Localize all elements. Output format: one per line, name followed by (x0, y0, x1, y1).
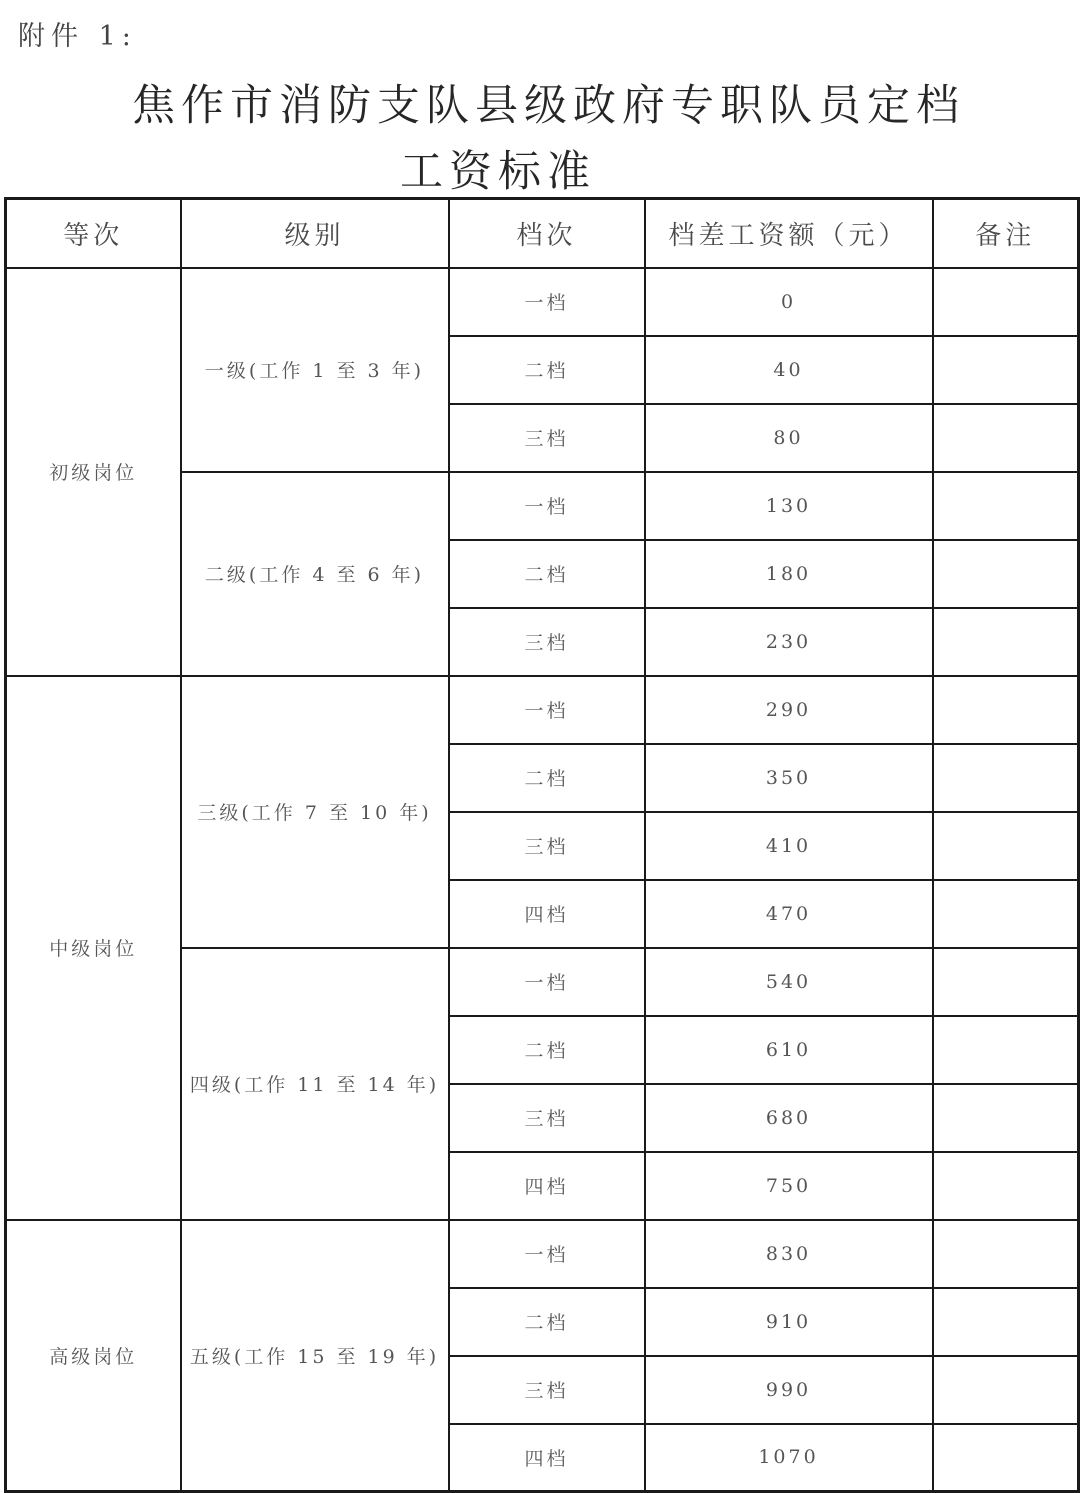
note-cell (933, 812, 1079, 880)
step-cell: 四档 (449, 880, 645, 948)
grade-cell: 高级岗位 (6, 1220, 181, 1492)
step-cell: 四档 (449, 1424, 645, 1492)
document-title-line-2: 工资标准 (400, 147, 596, 197)
header-level: 级别 (181, 199, 449, 268)
amount-cell: 1070 (645, 1424, 933, 1492)
amount-cell: 750 (645, 1152, 933, 1220)
amount-cell: 470 (645, 880, 933, 948)
note-cell (933, 268, 1079, 336)
amount-cell: 610 (645, 1016, 933, 1084)
step-cell: 一档 (449, 1220, 645, 1288)
attachment-label: 附件 1: (18, 21, 137, 52)
note-cell (933, 1152, 1079, 1220)
step-cell: 二档 (449, 744, 645, 812)
note-cell (933, 608, 1079, 676)
amount-cell: 290 (645, 676, 933, 744)
header-step: 档次 (449, 199, 645, 268)
note-cell (933, 1356, 1079, 1424)
amount-cell: 910 (645, 1288, 933, 1356)
amount-cell: 680 (645, 1084, 933, 1152)
step-cell: 三档 (449, 608, 645, 676)
amount-cell: 540 (645, 948, 933, 1016)
amount-cell: 180 (645, 540, 933, 608)
step-cell: 二档 (449, 1288, 645, 1356)
step-cell: 三档 (449, 1084, 645, 1152)
level-cell: 五级(工作 15 至 19 年) (181, 1220, 449, 1492)
note-cell (933, 1288, 1079, 1356)
note-cell (933, 948, 1079, 1016)
step-cell: 三档 (449, 1356, 645, 1424)
step-cell: 四档 (449, 1152, 645, 1220)
amount-cell: 350 (645, 744, 933, 812)
note-cell (933, 540, 1079, 608)
header-amount: 档差工资额（元） (645, 199, 933, 268)
step-cell: 二档 (449, 1016, 645, 1084)
grade-cell: 初级岗位 (6, 268, 181, 676)
grade-cell: 中级岗位 (6, 676, 181, 1220)
step-cell: 一档 (449, 268, 645, 336)
table-row (6, 1220, 1079, 1288)
step-cell: 三档 (449, 404, 645, 472)
level-cell: 一级(工作 1 至 3 年) (181, 268, 449, 472)
note-cell (933, 1220, 1079, 1288)
note-cell (933, 404, 1079, 472)
note-cell (933, 472, 1079, 540)
table-row (6, 268, 1079, 336)
note-cell (933, 880, 1079, 948)
note-cell (933, 336, 1079, 404)
note-cell (933, 1424, 1079, 1492)
step-cell: 二档 (449, 540, 645, 608)
step-cell: 二档 (449, 336, 645, 404)
wage-standard-table (4, 197, 1080, 1493)
amount-cell: 410 (645, 812, 933, 880)
step-cell: 三档 (449, 812, 645, 880)
step-cell: 一档 (449, 676, 645, 744)
note-cell (933, 744, 1079, 812)
level-cell: 四级(工作 11 至 14 年) (181, 948, 449, 1220)
amount-cell: 80 (645, 404, 933, 472)
note-cell (933, 676, 1079, 744)
note-cell (933, 1084, 1079, 1152)
note-cell (933, 1016, 1079, 1084)
amount-cell: 230 (645, 608, 933, 676)
amount-cell: 0 (645, 268, 933, 336)
level-cell: 三级(工作 7 至 10 年) (181, 676, 449, 948)
table-header-row (6, 199, 1079, 268)
step-cell: 一档 (449, 472, 645, 540)
header-note: 备注 (933, 199, 1079, 268)
amount-cell: 830 (645, 1220, 933, 1288)
amount-cell: 130 (645, 472, 933, 540)
header-grade: 等次 (6, 199, 181, 268)
amount-cell: 990 (645, 1356, 933, 1424)
table-row (6, 676, 1079, 744)
level-cell: 二级(工作 4 至 6 年) (181, 472, 449, 676)
step-cell: 一档 (449, 948, 645, 1016)
amount-cell: 40 (645, 336, 933, 404)
document-title-line-1: 焦作市消防支队县级政府专职队员定档 (132, 81, 965, 131)
